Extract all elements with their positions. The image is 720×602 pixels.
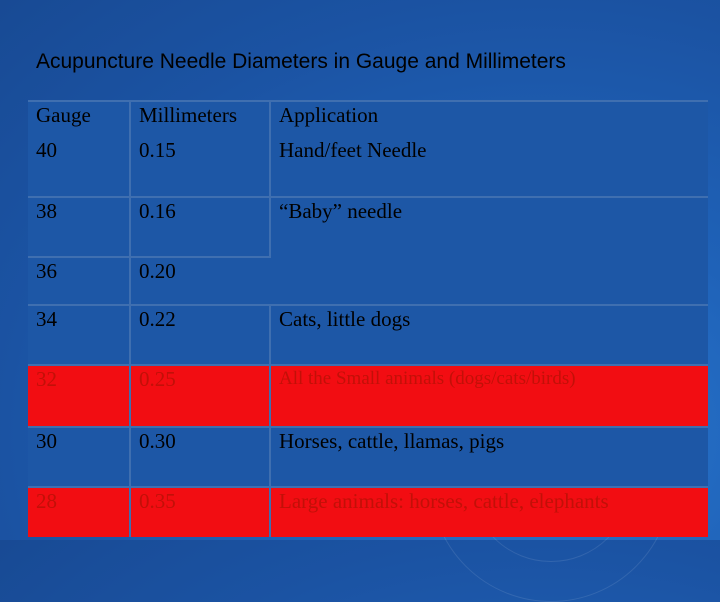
gauge-cell: 28	[28, 487, 130, 537]
application-cell: Horses, cattle, llamas, pigs	[270, 427, 708, 487]
header-gauge: Gauge	[28, 101, 130, 137]
table-row-highlighted	[28, 365, 708, 427]
gauge-cell: 30	[28, 427, 130, 487]
gauge-cell: 34	[28, 305, 130, 365]
gauge-cell: 36	[28, 257, 130, 305]
application-cell: Hand/feet Needle	[270, 137, 708, 197]
application-cell: All the Small animals (dogs/cats/birds)	[270, 365, 708, 427]
table-header-row	[28, 101, 708, 137]
table-row-highlighted	[28, 487, 708, 537]
table-row	[28, 305, 708, 365]
mm-cell: 0.30	[130, 427, 270, 487]
slide-title: Acupuncture Needle Diameters in Gauge and Millimeters	[36, 50, 566, 73]
needle-diameter-table	[28, 100, 708, 537]
gauge-cell: 38	[28, 197, 130, 257]
header-application: Application	[270, 101, 708, 137]
header-millimeters: Millimeters	[130, 101, 270, 137]
mm-cell: 0.35	[130, 487, 270, 537]
table-row	[28, 427, 708, 487]
mm-cell: 0.22	[130, 305, 270, 365]
application-cell: Cats, little dogs	[270, 305, 708, 365]
table-row	[28, 197, 708, 257]
application-cell: Large animals: horses, cattle, elephants	[270, 487, 708, 537]
mm-cell: 0.15	[130, 137, 270, 197]
mm-cell: 0.20	[130, 257, 270, 305]
application-cell: “Baby” needle	[270, 197, 708, 305]
gauge-cell: 32	[28, 365, 130, 427]
table-row	[28, 137, 708, 197]
gauge-cell: 40	[28, 137, 130, 197]
mm-cell: 0.25	[130, 365, 270, 427]
mm-cell: 0.16	[130, 197, 270, 257]
